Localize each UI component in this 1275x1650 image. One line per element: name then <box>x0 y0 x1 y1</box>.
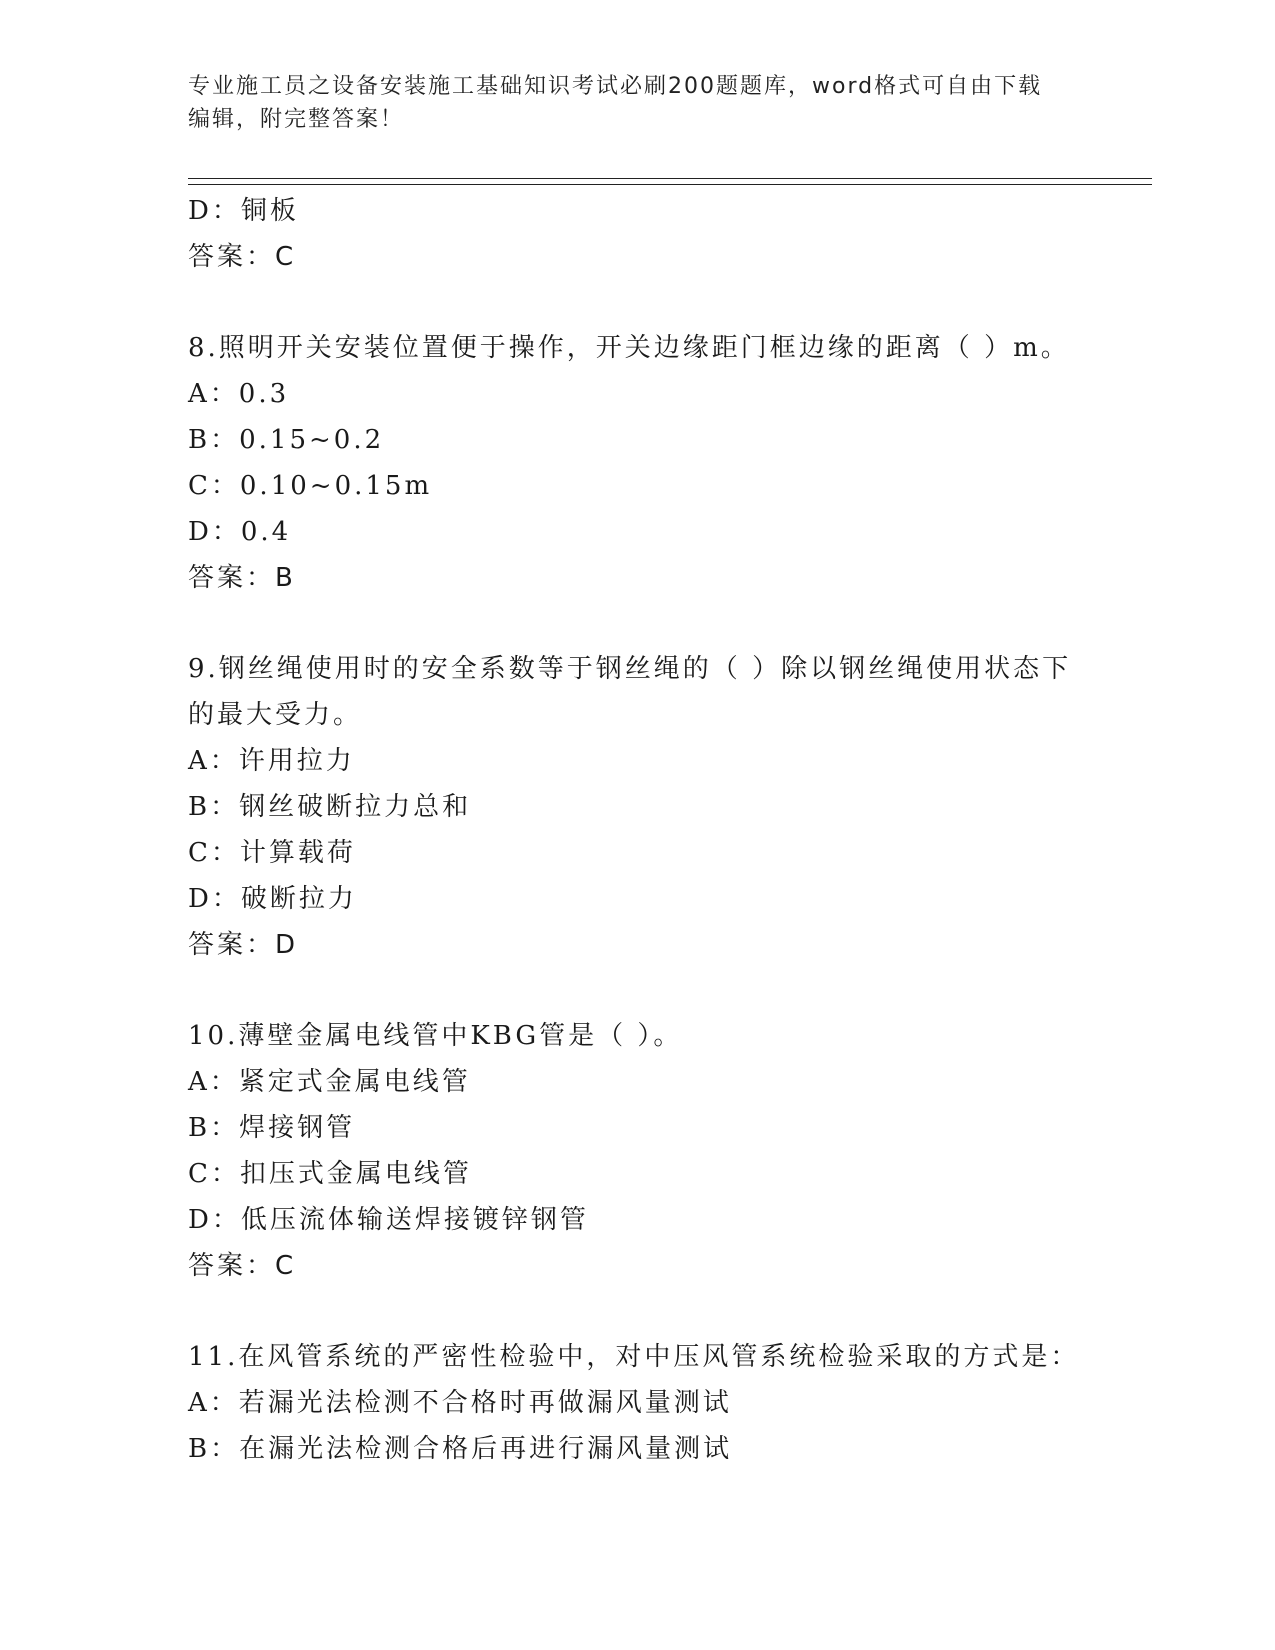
option-b: B：在漏光法检测合格后再进行漏风量测试 <box>188 1434 733 1464</box>
question-8 <box>188 325 1088 601</box>
header-title-line-2: 编辑，附完整答案！ <box>188 107 405 132</box>
question-stem: 8.照明开关安装位置便于操作，开关边缘距门框边缘的距离（ ）m。 <box>188 333 1070 363</box>
answer-line: 答案：C <box>188 1251 297 1281</box>
option-a: A：紧定式金属电线管 <box>188 1067 471 1097</box>
answer-line: 答案：D <box>188 930 299 960</box>
question-10 <box>188 1013 1088 1289</box>
option-a: A：0.3 <box>188 379 290 409</box>
option-d: D：低压流体输送焊接镀锌钢管 <box>188 1205 589 1235</box>
option-a: A：许用拉力 <box>188 746 355 776</box>
option-d: D：破断拉力 <box>188 884 357 914</box>
question-stem-line-2: 的最大受力。 <box>188 700 363 730</box>
header-divider-bottom <box>188 184 1152 185</box>
option-c: C：扣压式金属电线管 <box>188 1159 472 1189</box>
option-c: C：计算载荷 <box>188 838 356 868</box>
option-d: D：0.4 <box>188 517 292 547</box>
header-divider-top <box>188 178 1152 179</box>
option-a: A：若漏光法检测不合格时再做漏风量测试 <box>188 1388 732 1418</box>
header-title-line-1: 专业施工员之设备安装施工基础知识考试必刷200题题库，word格式可自由下载 <box>188 74 1043 99</box>
question-stem: 10.薄壁金属电线管中KBG管是（ ）。 <box>188 1021 683 1051</box>
option-d: D：铜板 <box>188 196 299 226</box>
question-7-tail <box>188 188 1088 280</box>
answer-line: 答案：C <box>188 242 297 272</box>
question-list <box>188 188 1088 1472</box>
option-b: B：钢丝破断拉力总和 <box>188 792 472 822</box>
question-11 <box>188 1334 1088 1472</box>
option-c: C：0.10~0.15m <box>188 471 433 501</box>
question-stem-line-1: 9.钢丝绳使用时的安全系数等于钢丝绳的（ ）除以钢丝绳使用状态下 <box>188 654 1072 684</box>
question-9 <box>188 646 1088 968</box>
question-stem: 11.在风管系统的严密性检验中，对中压风管系统检验采取的方式是： <box>188 1342 1080 1372</box>
answer-line: 答案：B <box>188 563 296 593</box>
document-header <box>188 70 1078 136</box>
option-b: B：焊接钢管 <box>188 1113 356 1143</box>
option-b: B：0.15~0.2 <box>188 425 385 455</box>
